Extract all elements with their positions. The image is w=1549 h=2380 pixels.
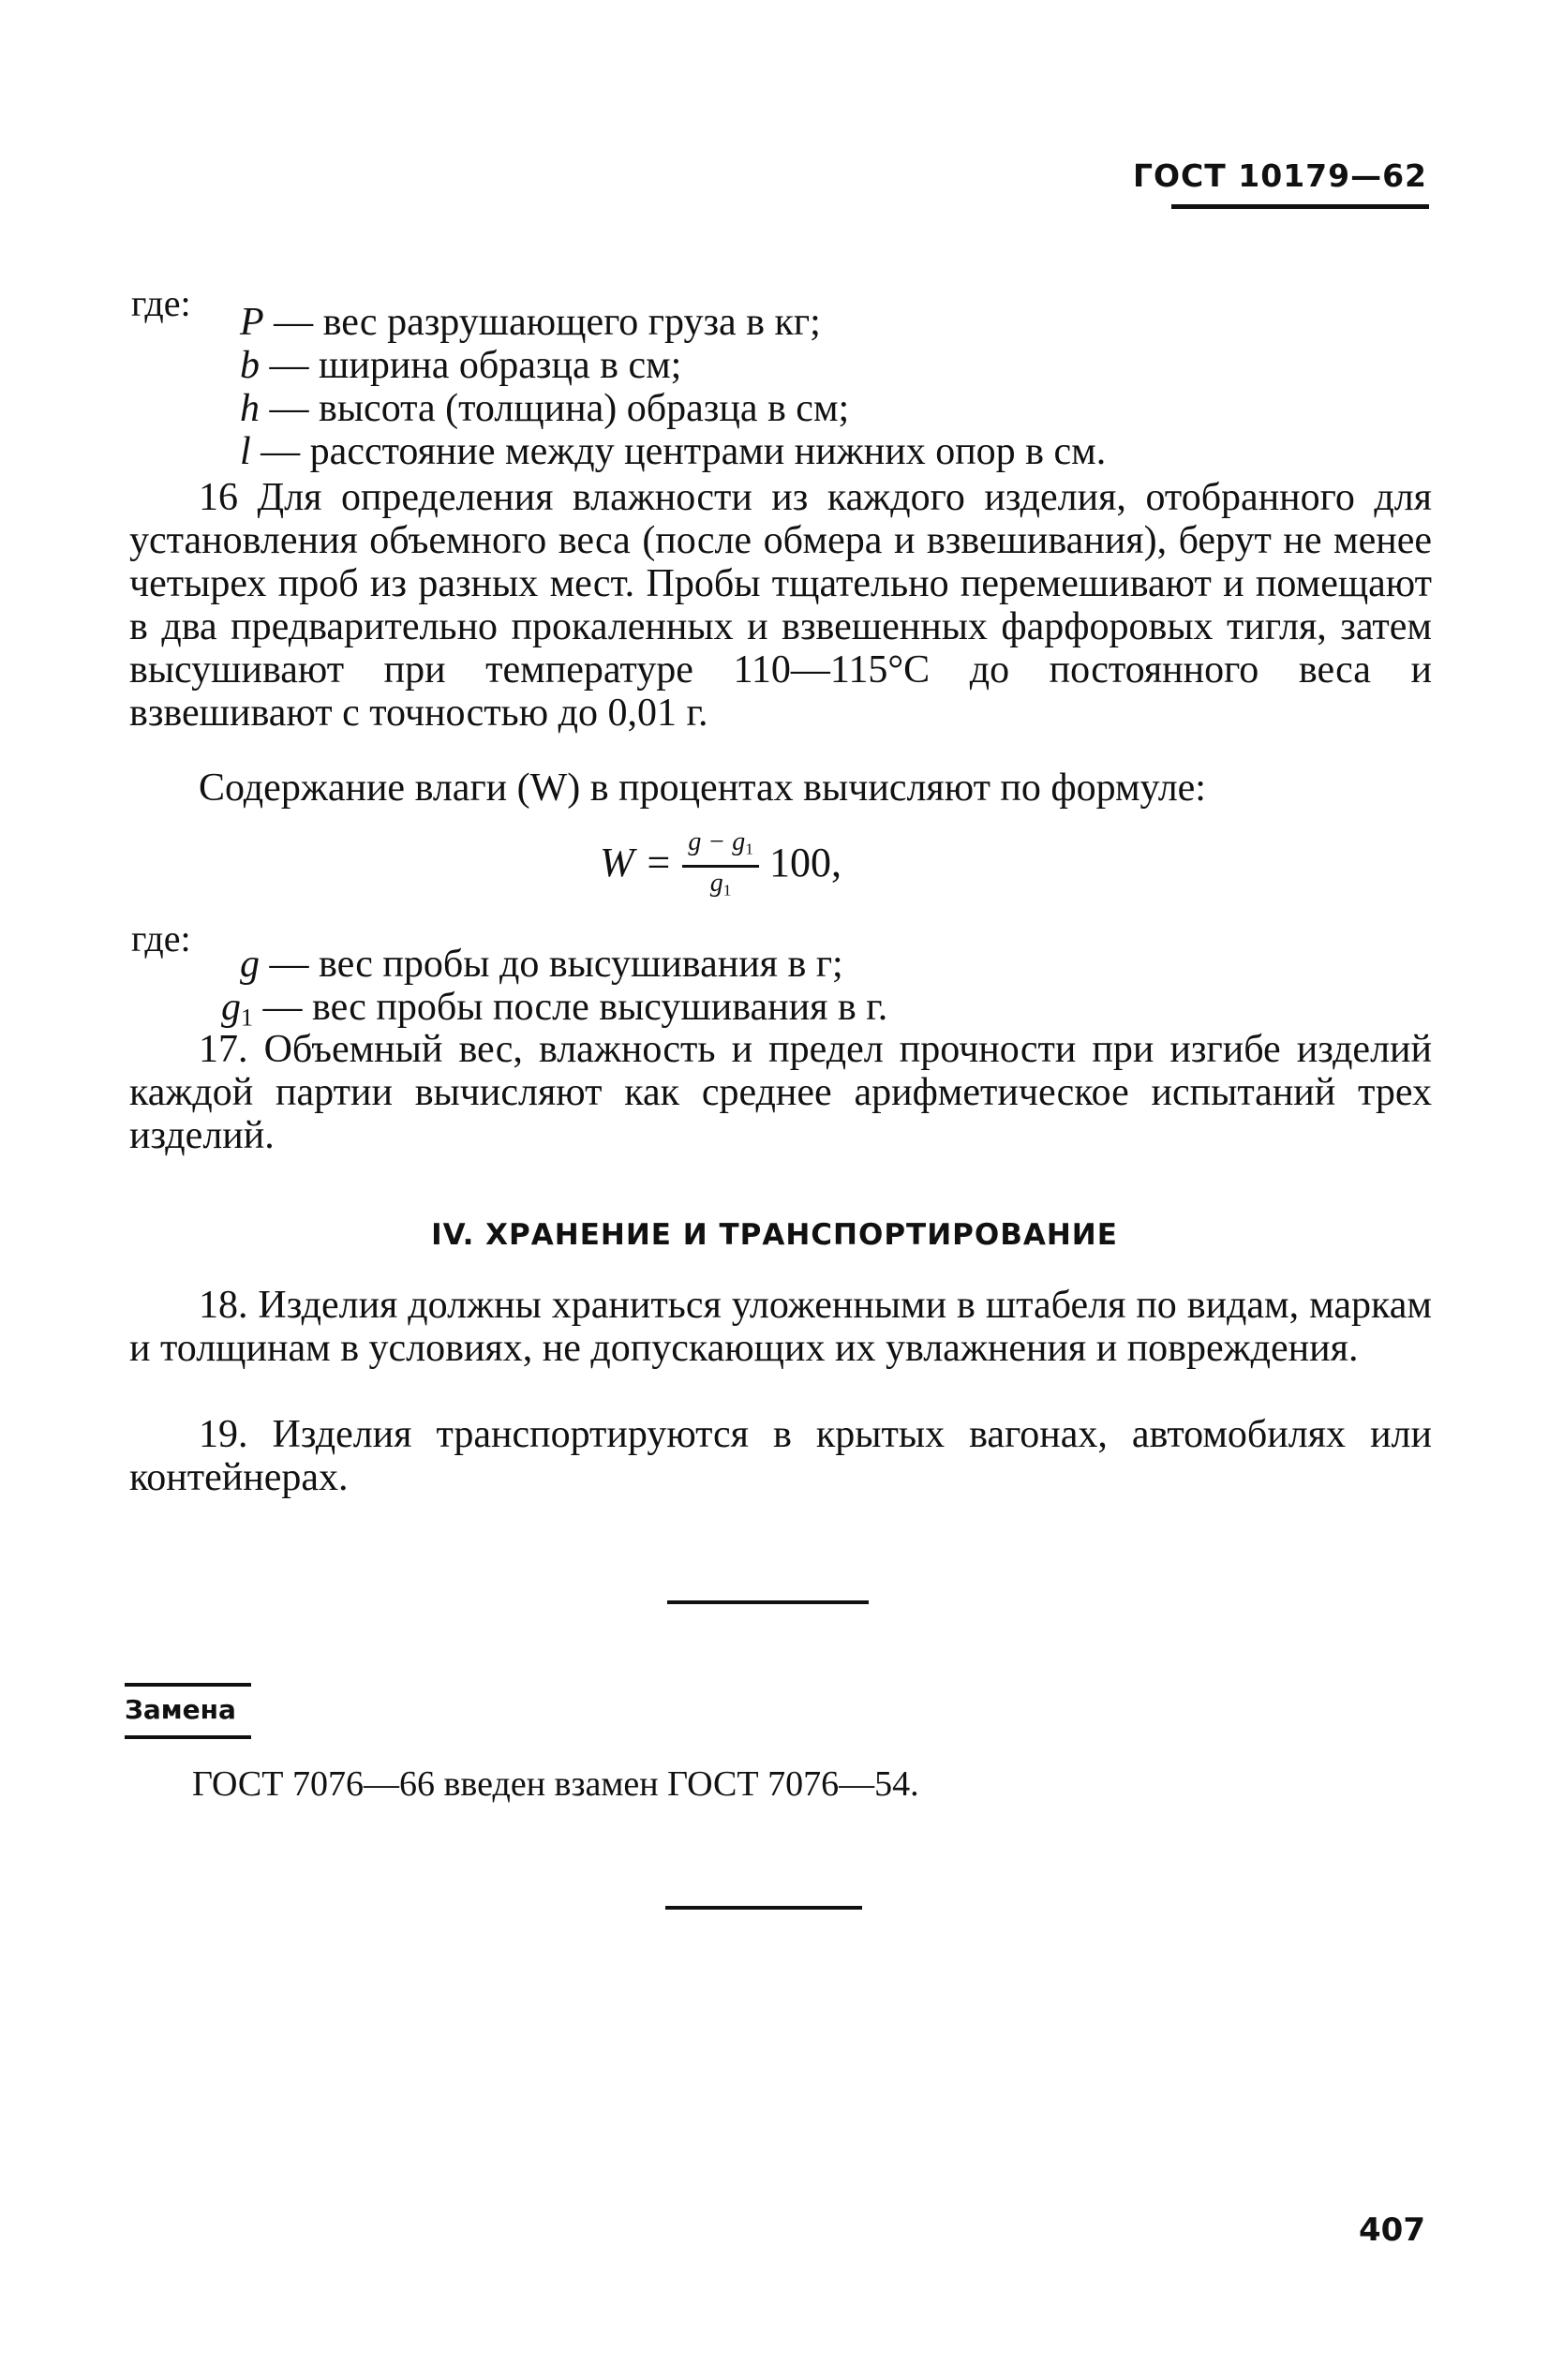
- divider-rule: [667, 1600, 869, 1604]
- denominator-subscript: 1: [722, 881, 732, 900]
- replacement-text: ГОСТ 7076—66 введен взамен ГОСТ 7076—54.: [192, 1764, 919, 1804]
- symbol-h: h: [240, 387, 260, 430]
- definition-l: [240, 429, 1106, 474]
- numerator-text: g − g: [688, 827, 746, 856]
- formula-tail: 100,: [768, 839, 842, 885]
- symbol-g: g: [240, 943, 260, 986]
- paragraph-17: 17. Объемный вес, влажность и предел прочности при изгибе изделий каждой партии вычисляют как среднее арифметическое испытаний трех изделий.: [129, 1028, 1432, 1157]
- denominator-text: g: [709, 869, 723, 899]
- formula-fraction: [682, 826, 759, 907]
- definition-b: [240, 343, 681, 388]
- where-label-1: где:: [131, 282, 191, 324]
- definition-h: [240, 386, 849, 431]
- symbol-b: b: [240, 344, 260, 387]
- numerator-subscript: 1: [745, 840, 753, 858]
- symbol-g1: g: [221, 986, 241, 1029]
- definition-p: [240, 300, 821, 345]
- formula-lhs: W =: [600, 839, 673, 885]
- symbol-l: l: [240, 430, 251, 473]
- replacement-label: Замена: [125, 1694, 236, 1725]
- symbol-g1-subscript: 1: [241, 1004, 254, 1032]
- definition-text: — вес разрушающего груза в кг;: [274, 301, 821, 344]
- page-number: 407: [1359, 2211, 1425, 2249]
- replacement-rule-bottom: [125, 1735, 251, 1739]
- paragraph-16: 16 Для определения влажности из каждого изделия, отобранного для установления объемного веса (после обмера и взвешивания), берут не менее четырех проб из разных мест. Пробы тщательно перемешивают и помещают в два предварительно прокаленных и взвешенных фарфоровых тигля, затем высушивают при температуре 110—115°С до постоянного веса и взвешивают с точностью до 0,01 г.: [129, 476, 1432, 735]
- paragraph-19: 19. Изделия транспортируются в крытых вагонах, автомобилях или контейнерах.: [129, 1413, 1432, 1499]
- moisture-intro: Содержание влаги (W) в процентах вычисляют по формуле:: [199, 766, 1206, 810]
- definition-g: [240, 942, 843, 987]
- section-heading: IV. ХРАНЕНИЕ И ТРАНСПОРТИРОВАНИЕ: [431, 1218, 1118, 1252]
- definition-text: — вес пробы до высушивания в г;: [269, 943, 843, 986]
- paragraph-18: 18. Изделия должны храниться уложенными в штабеля по видам, маркам и толщинам в условиях, не допускающих их увлажнения и повреждения.: [129, 1284, 1432, 1370]
- definition-text: — вес пробы после высушивания в г.: [262, 986, 888, 1029]
- header-rule: [1171, 204, 1429, 209]
- document-code: ГОСТ 10179—62: [1132, 157, 1427, 194]
- moisture-formula: [600, 826, 842, 907]
- definition-text: — высота (толщина) образца в см;: [269, 387, 850, 430]
- formula-denominator: [682, 868, 759, 906]
- replacement-rule-top: [125, 1683, 251, 1687]
- bottom-divider-rule: [665, 1906, 862, 1910]
- definition-text: — ширина образца в см;: [269, 344, 682, 387]
- formula-numerator: [682, 826, 759, 868]
- definition-text: — расстояние между центрами нижних опор в см.: [261, 430, 1107, 473]
- symbol-p: P: [240, 301, 264, 344]
- definition-g1: [221, 985, 887, 1033]
- where-label-2: где:: [131, 917, 191, 959]
